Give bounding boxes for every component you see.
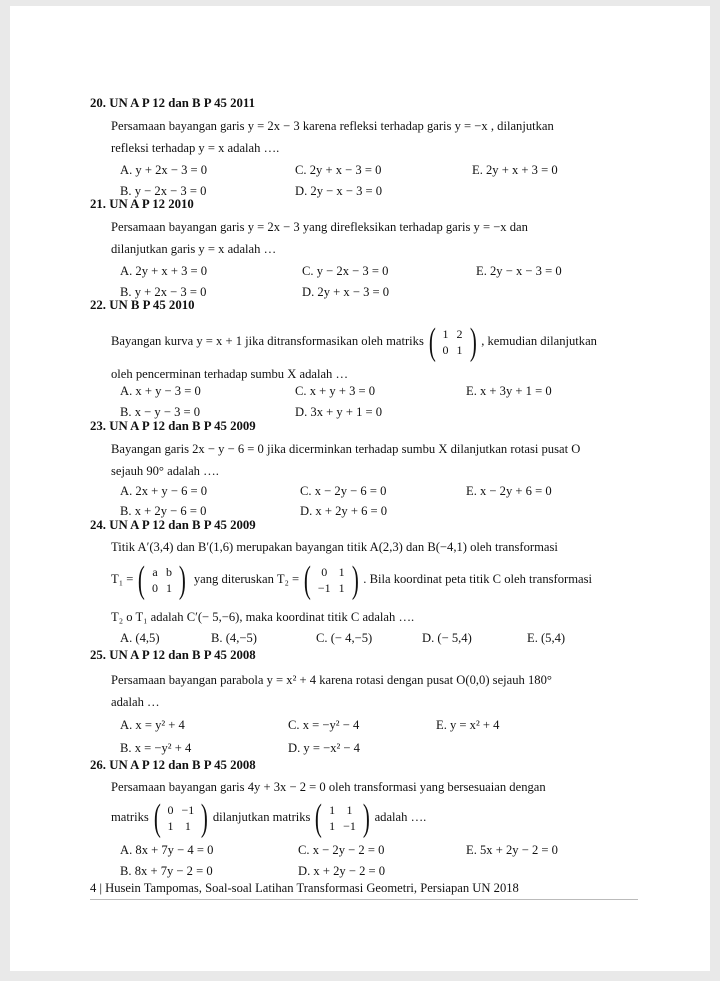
option-e: E. 2y − x − 3 = 0 — [476, 264, 562, 278]
option-c: C. (− 4,−5) — [316, 631, 373, 645]
page-footer: 4 | Husein Tampomas, Soal-soal Latihan Transformasi Geometri, Persiapan UN 2018 — [90, 881, 638, 900]
question-text: Titik A′(3,4) dan B′(1,6) merupakan bayangan titik A(2,3) dan B(−4,1) oleh transformasi — [111, 540, 558, 554]
option-d: D. x + 2y + 6 = 0 — [300, 504, 388, 518]
question-header: 20. UN A P 12 dan B P 45 2011 — [90, 96, 255, 110]
matrix-t1: ( a b 0 1 ) — [138, 559, 186, 601]
question-text: adalah … — [111, 695, 160, 709]
question-header: 21. UN A P 12 2010 — [90, 197, 194, 211]
option-b: B. x + 2y − 6 = 0 — [120, 504, 207, 518]
option-a: A. (4,5) — [120, 631, 160, 645]
option-a: A. x = y² + 4 — [120, 718, 185, 732]
question-header: 26. UN A P 12 dan B P 45 2008 — [90, 758, 256, 772]
option-c: C. x − 2y − 2 = 0 — [298, 843, 385, 857]
question-text: Persamaan bayangan garis y = 2x − 3 yang direfleksikan terhadap garis y = −x dan — [111, 220, 528, 234]
option-b: B. (4,−5) — [211, 631, 257, 645]
option-d: D. 3x + y + 1 = 0 — [295, 405, 383, 419]
question-text: oleh pencerminan terhadap sumbu X adalah … — [111, 367, 349, 381]
option-b: B. 8x + 7y − 2 = 0 — [120, 864, 213, 878]
option-b: B. x − y − 3 = 0 — [120, 405, 201, 419]
option-b: B. x = −y² + 4 — [120, 741, 192, 755]
document-page — [10, 6, 710, 971]
question-text: Bayangan kurva y = x + 1 jika ditransformasikan oleh matriks ( 1 2 0 1 ) , kemudian dilanjutkan — [111, 321, 597, 363]
question-header: 23. UN A P 12 dan B P 45 2009 — [90, 419, 256, 433]
option-d: D. y = −x² − 4 — [288, 741, 360, 755]
question-text: refleksi terhadap y = x adalah …. — [111, 141, 280, 155]
question-text: Persamaan bayangan parabola y = x² + 4 karena rotasi dengan pusat O(0,0) sejauh 180° — [111, 673, 552, 687]
option-d: D. 2y + x − 3 = 0 — [302, 285, 390, 299]
option-a: A. x + y − 3 = 0 — [120, 384, 201, 398]
option-a: A. 2y + x + 3 = 0 — [120, 264, 208, 278]
matrix-2: ( 1 1 1 −1 ) — [315, 797, 370, 839]
matrix: ( 1 2 0 1 ) — [428, 321, 477, 363]
question-text: Persamaan bayangan garis y = 2x − 3 karena refleksi terhadap garis y = −x , dilanjutkan — [111, 119, 554, 133]
question-text: T₁ = ( a b 0 1 ) yang diteruskan T₂ = ( 0 1 −1 1 ) . Bila koordinat peta titik C oleh transformasi — [111, 559, 593, 601]
option-e: E. 2y + x + 3 = 0 — [472, 163, 558, 177]
matrix-t2: ( 0 1 −1 1 ) — [304, 559, 359, 601]
option-d: D. 2y − x − 3 = 0 — [295, 184, 383, 198]
question-text: Bayangan garis 2x − y − 6 = 0 jika dicerminkan terhadap sumbu X dilanjutkan rotasi pusat O — [111, 442, 581, 456]
option-c: C. y − 2x − 3 = 0 — [302, 264, 389, 278]
question-header: 24. UN A P 12 dan B P 45 2009 — [90, 518, 256, 532]
question-text: T₂ o T₁ adalah C′(− 5,−6), maka koordinat titik C adalah …. — [111, 610, 415, 624]
option-d: D. x + 2y − 2 = 0 — [298, 864, 386, 878]
option-a: A. 2x + y − 6 = 0 — [120, 484, 208, 498]
matrix-1: ( 0 −1 1 1 ) — [153, 797, 209, 839]
option-d: D. (− 5,4) — [422, 631, 472, 645]
option-e: E. y = x² + 4 — [436, 718, 500, 732]
option-b: B. y + 2x − 3 = 0 — [120, 285, 207, 299]
option-e: E. 5x + 2y − 2 = 0 — [466, 843, 558, 857]
option-a: A. y + 2x − 3 = 0 — [120, 163, 208, 177]
question-text: matriks ( 0 −1 1 1 ) dilanjutkan matriks ( 1 1 1 −1 ) adalah …. — [111, 797, 427, 839]
question-text: dilanjutkan garis y = x adalah … — [111, 242, 277, 256]
option-b: B. y − 2x − 3 = 0 — [120, 184, 207, 198]
option-a: A. 8x + 7y − 4 = 0 — [120, 843, 214, 857]
question-header: 22. UN B P 45 2010 — [90, 298, 195, 312]
question-header: 25. UN A P 12 dan B P 45 2008 — [90, 648, 256, 662]
option-c: C. x + y + 3 = 0 — [295, 384, 376, 398]
question-text: Persamaan bayangan garis 4y + 3x − 2 = 0 oleh transformasi yang bersesuaian dengan — [111, 780, 546, 794]
option-e: E. x − 2y + 6 = 0 — [466, 484, 552, 498]
option-e: E. x + 3y + 1 = 0 — [466, 384, 552, 398]
option-c: C. x − 2y − 6 = 0 — [300, 484, 387, 498]
option-c: C. x = −y² − 4 — [288, 718, 360, 732]
option-e: E. (5,4) — [527, 631, 566, 645]
question-text: sejauh 90° adalah …. — [111, 464, 219, 478]
option-c: C. 2y + x − 3 = 0 — [295, 163, 382, 177]
